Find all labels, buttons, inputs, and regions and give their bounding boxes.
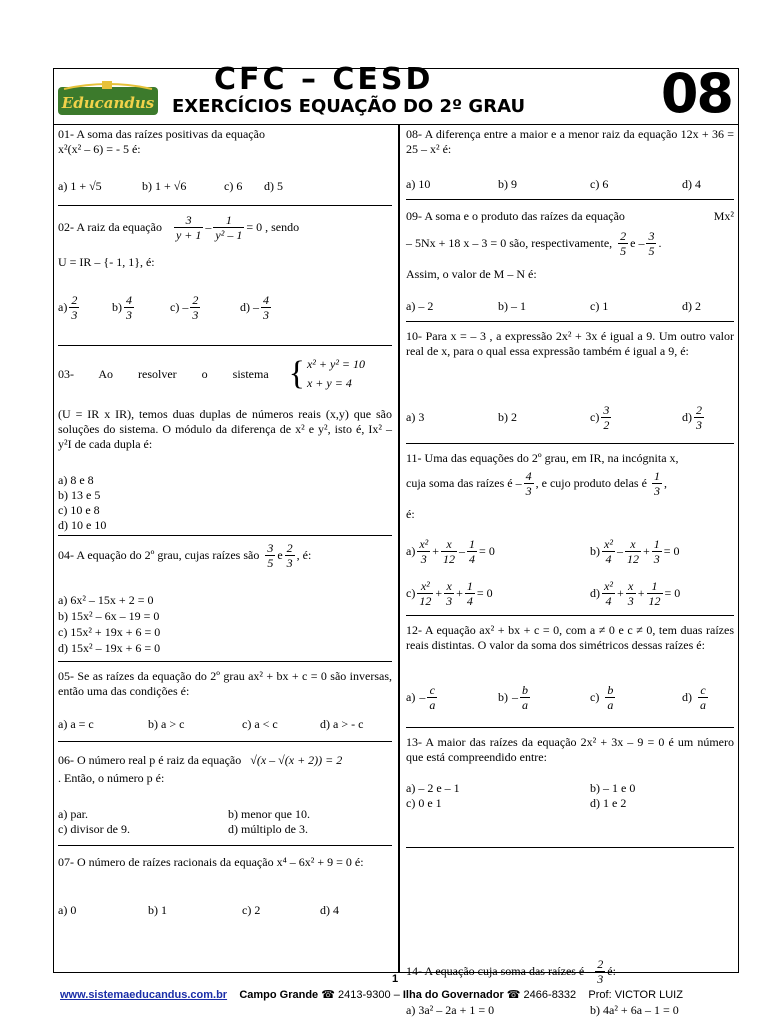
option-label: a): [406, 544, 416, 558]
q11-line-2: cuja soma das raízes é – $\frac{4}{3}$ , e cujo produto delas é $\frac{1}{3}$ ,: [406, 469, 667, 498]
fraction-numerator: 2: [696, 402, 702, 417]
footer-campo: Campo Grande: [239, 989, 319, 1001]
fraction-numerator: x²: [417, 579, 433, 594]
q06-option-b: b) menor que 10.: [228, 807, 310, 821]
q14-text-b: é:: [607, 964, 616, 978]
footer-phone-1: ☎ 2413-9300: [321, 989, 391, 1001]
q10-option-d: [682, 397, 706, 437]
option-label: a): [58, 300, 68, 314]
website-link[interactable]: www.sistemaeducandus.com.br: [60, 989, 228, 1001]
footer-phone-2: ☎ 2466-8332: [506, 989, 577, 1001]
fraction-numerator: 3: [648, 229, 655, 243]
option-label: b) 2: [498, 409, 517, 424]
fraction-denominator: 3: [286, 556, 293, 570]
question-01: [58, 127, 392, 157]
q07-option-a: a) 0: [58, 903, 77, 917]
q07-text: 07- O número de raízes racionais da equação x⁴ – 6x² + 9 = 0 é:: [58, 855, 364, 869]
fraction-denominator: a: [607, 698, 614, 712]
q02-option-a: [58, 293, 81, 322]
q13-text: 13- A maior das raízes da equação 2x² + 3x – 9 = 0 é um número que está compreendido entre:: [406, 735, 734, 764]
fraction-numerator: 1: [469, 537, 476, 551]
fraction-numerator: 3: [603, 402, 610, 417]
header-title: CFC – CESD: [214, 62, 434, 97]
option-fraction: [467, 537, 477, 566]
q04-option-a: a) 6x² – 15x + 2 = 0: [58, 593, 154, 607]
q08-option-a: a) 10: [406, 177, 431, 191]
q03-text-a: 03- Ao resolver o sistema: [58, 366, 269, 381]
q08-option-d: d) 4: [682, 177, 701, 191]
header-subtitle: EXERCÍCIOS EQUAÇÃO DO 2º GRAU: [172, 96, 526, 117]
column-divider: [398, 125, 400, 972]
header: [54, 62, 738, 125]
option-fraction: [427, 683, 437, 712]
q01-text-b: x²(x² – 6) = - 5 é:: [58, 142, 141, 156]
q03-option-a: a) 8 e 8: [58, 473, 94, 487]
fraction-numerator: c: [427, 683, 437, 698]
option-fraction: [444, 579, 454, 608]
separator: [406, 727, 734, 728]
q12-option-a: [406, 683, 439, 712]
fraction-denominator: 3: [71, 308, 78, 322]
q09-line-1: [406, 209, 734, 224]
q09-text-c: Assim, o valor de M – N é:: [406, 267, 537, 281]
fraction-denominator: y + 1: [175, 228, 202, 242]
q04-and: e: [277, 548, 283, 562]
q08-option-c: c) 6: [590, 177, 609, 191]
fraction-numerator: b: [522, 683, 528, 697]
q11-text-c: , e cujo produto delas é: [535, 476, 647, 490]
q09-line-2: – 5Nx + 18 x – 3 = 0 são, respectivamente, $\frac{2}{5}$ e – $\frac{3}{5}$ .: [406, 229, 662, 258]
q14-fraction: [595, 957, 605, 986]
q07-option-d: d) 4: [320, 903, 339, 917]
fraction-denominator: 4: [466, 594, 473, 608]
option-sign: –: [512, 690, 518, 704]
page-number: 1: [392, 973, 399, 985]
fraction-denominator: 3: [192, 308, 199, 322]
option-sign: –: [182, 300, 189, 314]
fraction-numerator: x: [625, 537, 641, 552]
q06-text-b: . Então, o número p é:: [58, 771, 165, 785]
option-fraction: [441, 537, 457, 566]
system-equation-1: x² + y² = 10: [306, 357, 366, 371]
q05-text: 05- Se as raízes da equação do 2º grau ax² + bx + c = 0 são inversas, então uma das condições é:: [58, 669, 392, 698]
fraction-denominator: 5: [648, 244, 655, 258]
operator: +: [432, 544, 440, 558]
fraction-numerator: 1: [466, 579, 473, 593]
q02-option-d: [240, 293, 273, 322]
q07-option-c: c) 2: [242, 903, 261, 917]
q06-option-c: c) divisor de 9.: [58, 822, 130, 836]
option-fraction: [465, 579, 475, 608]
fraction-numerator: 4: [126, 293, 132, 307]
q05-option-b: b) a > c: [148, 717, 185, 731]
option-fraction: [417, 579, 433, 608]
fraction-denominator: 12: [626, 552, 639, 566]
fraction-numerator: x²: [604, 579, 613, 593]
q02-text-c: U = IR – {- 1, 1}, é:: [58, 255, 155, 269]
fraction-numerator: c: [698, 683, 708, 698]
q11-text-d: é:: [406, 507, 415, 521]
separator: [406, 199, 734, 200]
option-fraction: [261, 293, 271, 322]
q11-option-a: [406, 537, 495, 566]
q09-option-b: b) – 1: [498, 299, 526, 313]
option-fraction: [698, 683, 708, 712]
fraction-denominator: 4: [469, 552, 476, 566]
q01-option-a: a) 1 + √5: [58, 179, 102, 193]
separator: [58, 661, 392, 662]
option-sign: –: [253, 300, 259, 314]
sheet-number: 08: [660, 62, 732, 125]
fraction-numerator: 1: [647, 579, 663, 594]
option-fraction: [124, 293, 134, 322]
q11-text-a: 11- Uma das equações do 2º grau, em IR, na incógnita x,: [406, 451, 679, 465]
separator: [406, 443, 734, 444]
fraction-denominator: 3: [525, 484, 532, 498]
operator: +: [456, 586, 463, 600]
fraction-numerator: b: [607, 683, 614, 697]
operator: +: [435, 586, 443, 600]
separator: [58, 535, 392, 536]
q03-system: [289, 355, 365, 393]
fraction-denominator: y² – 1: [215, 228, 243, 242]
svg-text:Educandus: Educandus: [61, 94, 155, 112]
separator: [58, 345, 392, 346]
q09-and: e: [630, 236, 636, 250]
q04-root-2: [285, 541, 295, 570]
fraction-denominator: 3: [696, 417, 702, 432]
fraction-numerator: 2: [620, 229, 627, 243]
q04-option-b: b) 15x² – 6x – 19 = 0: [58, 609, 160, 623]
fraction-numerator: 2: [597, 957, 604, 971]
fraction-denominator: 3: [597, 972, 604, 986]
q05-option-a: a) a = c: [58, 717, 94, 731]
option-label: c): [406, 586, 416, 600]
fraction-denominator: 3: [653, 552, 660, 566]
q12-option-b: [498, 683, 532, 712]
operator: +: [637, 586, 645, 600]
q03-option-b: b) 13 e 5: [58, 488, 101, 502]
q03-text-b: (U = IR x IR), temos duas duplas de números reais (x,y) que são soluções do sistema. O módulo da diferença de x² e y², isto é, Ix² – y²I de cada dupla é:: [58, 407, 392, 451]
q01-option-b: b) 1 + √6: [142, 179, 187, 193]
fraction-denominator: 3: [263, 308, 269, 322]
fraction-denominator: 3: [653, 484, 660, 498]
q04-text-b: , é:: [296, 548, 312, 562]
fraction-numerator: 2: [71, 293, 78, 307]
separator: [58, 205, 392, 206]
q08-text: 08- A diferença entre a maior e a menor raiz da equação 12x + 36 = 25 – x² é:: [406, 127, 734, 156]
q01-option-d: d) 5: [264, 179, 283, 193]
option-label: d): [590, 586, 600, 600]
option-label: a) 3: [406, 409, 425, 424]
q11-option-c: [406, 579, 493, 608]
fraction-denominator: 5: [620, 244, 627, 258]
q13-option-a: a) – 2 e – 1: [406, 781, 460, 795]
q13-option-b: b) – 1 e 0: [590, 781, 636, 795]
option-label: d): [682, 409, 692, 424]
operator: –: [616, 544, 623, 558]
q14-sign: –: [587, 964, 594, 978]
fraction-denominator: 3: [627, 594, 634, 608]
q10-option-c: [590, 397, 613, 437]
q02-fraction-2: [213, 213, 244, 242]
option-fraction: [647, 579, 663, 608]
question-14: [406, 957, 616, 986]
q14-text-a: 14- A equação cuja soma das raízes é: [406, 964, 585, 978]
fraction-numerator: 4: [525, 469, 532, 483]
q04-option-d: d) 15x² – 19x + 6 = 0: [58, 641, 161, 655]
fraction-denominator: a: [522, 698, 528, 712]
system-equation-2: x + y = 4: [306, 376, 352, 390]
q09-fraction-sum: [618, 229, 628, 258]
q09-text-m: Mx²: [713, 209, 734, 223]
separator: [406, 847, 734, 848]
q09-fraction-product: [646, 229, 656, 258]
q13-option-d: d) 1 e 2: [590, 796, 627, 810]
q08-option-b: b) 9: [498, 177, 517, 191]
fraction-denominator: 3: [126, 308, 132, 322]
option-label: b): [590, 544, 600, 558]
q11-option-b: [590, 537, 680, 566]
option-fraction: [520, 683, 530, 712]
q10-text: 10- Para x = – 3 , a expressão 2x² + 3x é igual a 9. Um outro valor real de x, para o qual essa expressão também é igual a 9, é:: [406, 329, 734, 358]
operator: +: [642, 544, 650, 558]
fraction-denominator: 4: [605, 552, 612, 566]
q06-option-a: a) par.: [58, 807, 88, 821]
fraction-numerator: x: [441, 537, 457, 552]
option-fraction: [601, 403, 611, 432]
q03-option-d: d) 10 e 10: [58, 518, 107, 532]
q10-option-b: [498, 397, 517, 437]
q10-option-a: [406, 397, 424, 437]
fraction-numerator: 1: [213, 213, 244, 228]
option-fraction: [602, 579, 615, 608]
question-03: [58, 355, 392, 393]
option-fraction: [602, 537, 615, 566]
footer: [60, 988, 740, 1001]
option-sign: –: [419, 690, 426, 704]
fraction-numerator: 3: [267, 541, 274, 555]
option-label: c): [590, 409, 600, 424]
question-04: [58, 541, 311, 570]
equals-zero: = 0: [476, 586, 493, 600]
q05-option-c: c) a < c: [242, 717, 278, 731]
q13-option-c: c) 0 e 1: [406, 796, 442, 810]
fraction-denominator: a: [700, 698, 706, 712]
equals-zero: = 0: [479, 544, 495, 558]
option-fraction: [605, 683, 615, 712]
q02-option-b: [112, 293, 136, 322]
fraction-numerator: x²: [419, 537, 429, 551]
option-fraction: [625, 537, 641, 566]
question-06: [58, 753, 342, 768]
separator: [58, 741, 392, 742]
separator: [406, 615, 734, 616]
q09-text-a: 09- A soma e o produto das raízes da equação: [406, 209, 625, 223]
separator: [406, 321, 734, 322]
q12-text: 12- A equação ax² + bx + c = 0, com a ≠ 0 e c ≠ 0, tem duas raízes reais distintas. O valor da soma dos simétricos dessas raízes é:: [406, 623, 734, 652]
brace-icon: {: [288, 355, 305, 392]
q11-product-fraction: [652, 469, 662, 498]
fraction-denominator: 3: [446, 594, 453, 608]
option-fraction: [190, 293, 200, 322]
option-label: c): [170, 300, 180, 314]
q01-option-c: c) 6: [224, 179, 243, 193]
fraction-denominator: a: [429, 698, 436, 712]
q14-option-b: b) 4a² + 6a – 1 = 0: [590, 1003, 679, 1017]
fraction-numerator: 1: [653, 469, 660, 483]
fraction-denominator: 4: [605, 594, 612, 608]
q09-text-b: – 5Nx + 18 x – 3 = 0 são, respectivamente,: [406, 236, 613, 250]
option-fraction: [652, 537, 662, 566]
q02-text-a: 02- A raiz da equação: [58, 220, 162, 234]
option-label: d): [240, 300, 250, 314]
option-fraction: [417, 537, 430, 566]
q12-option-d: [682, 683, 710, 712]
educandus-logo: [58, 81, 158, 117]
q11-sum-fraction: [524, 469, 534, 498]
fraction-numerator: x: [444, 579, 454, 594]
fraction-numerator: x²: [604, 537, 613, 551]
fraction-numerator: 2: [192, 293, 199, 307]
equals-zero: = 0: [664, 586, 681, 600]
q01-text-a: 01- A soma das raízes positivas da equação: [58, 127, 265, 141]
q02-option-c: [170, 293, 202, 322]
separator: [58, 845, 392, 846]
option-fraction: [626, 579, 636, 608]
q02-text-b: = 0 , sendo: [246, 220, 300, 234]
q11-text-b: cuja soma das raízes é: [406, 476, 513, 490]
option-label: a): [406, 690, 416, 704]
fraction-numerator: 1: [653, 537, 660, 551]
question-02: 02- A raiz da equação $\frac{3}{y + 1}$ – $\frac{1}{\text{y² – 1}}$ = 0 , sendo: [58, 213, 300, 242]
q04-root-1: [265, 541, 275, 570]
q04-text-a: 04- A equação do 2º grau, cujas raízes são: [58, 548, 260, 562]
fraction-numerator: 3: [174, 213, 203, 228]
q12-option-c: [590, 683, 617, 712]
fraction-denominator: 12: [419, 594, 432, 608]
fraction-numerator: 2: [286, 541, 293, 555]
q02-fraction-1: [174, 213, 203, 242]
q09-sign: –: [638, 236, 645, 250]
q09-option-c: c) 1: [590, 299, 609, 313]
fraction-denominator: 12: [443, 552, 456, 566]
option-fraction: [69, 293, 79, 322]
footer-dash: –: [393, 989, 400, 1001]
q11-sign: –: [515, 476, 522, 490]
q11-option-d: [590, 579, 680, 608]
equals-zero: = 0: [663, 544, 680, 558]
fraction-denominator: 5: [267, 556, 274, 570]
option-label: b): [498, 690, 508, 704]
fraction-denominator: 3: [420, 552, 427, 566]
q04-option-c: c) 15x² + 19x + 6 = 0: [58, 625, 161, 639]
q06-equation: √(x – √(x + 2)) = 2: [250, 753, 343, 767]
fraction-numerator: 4: [263, 293, 269, 307]
option-label: b): [112, 300, 122, 314]
footer-prof: Prof: VICTOR LUIZ: [588, 989, 683, 1001]
q06-text-a: 06- O número real p é raiz da equação: [58, 753, 242, 767]
option-fraction: [694, 403, 704, 432]
q06-option-d: d) múltiplo de 3.: [228, 822, 308, 836]
footer-ilha: Ilha do Governador: [402, 989, 504, 1001]
q09-option-d: d) 2: [682, 299, 701, 313]
option-label: d): [682, 690, 692, 704]
q14-option-a: a) 3a² – 2a + 1 = 0: [406, 1003, 495, 1017]
fraction-denominator: 12: [648, 594, 661, 608]
option-label: c): [590, 690, 600, 704]
fraction-numerator: x: [626, 579, 636, 594]
fraction-denominator: 2: [603, 417, 610, 432]
q07-option-b: b) 1: [148, 903, 167, 917]
q05-option-d: d) a > - c: [320, 717, 364, 731]
q09-option-a: a) – 2: [406, 299, 434, 313]
operator: –: [459, 544, 466, 558]
operator: +: [616, 586, 624, 600]
q03-option-c: c) 10 e 8: [58, 503, 100, 517]
